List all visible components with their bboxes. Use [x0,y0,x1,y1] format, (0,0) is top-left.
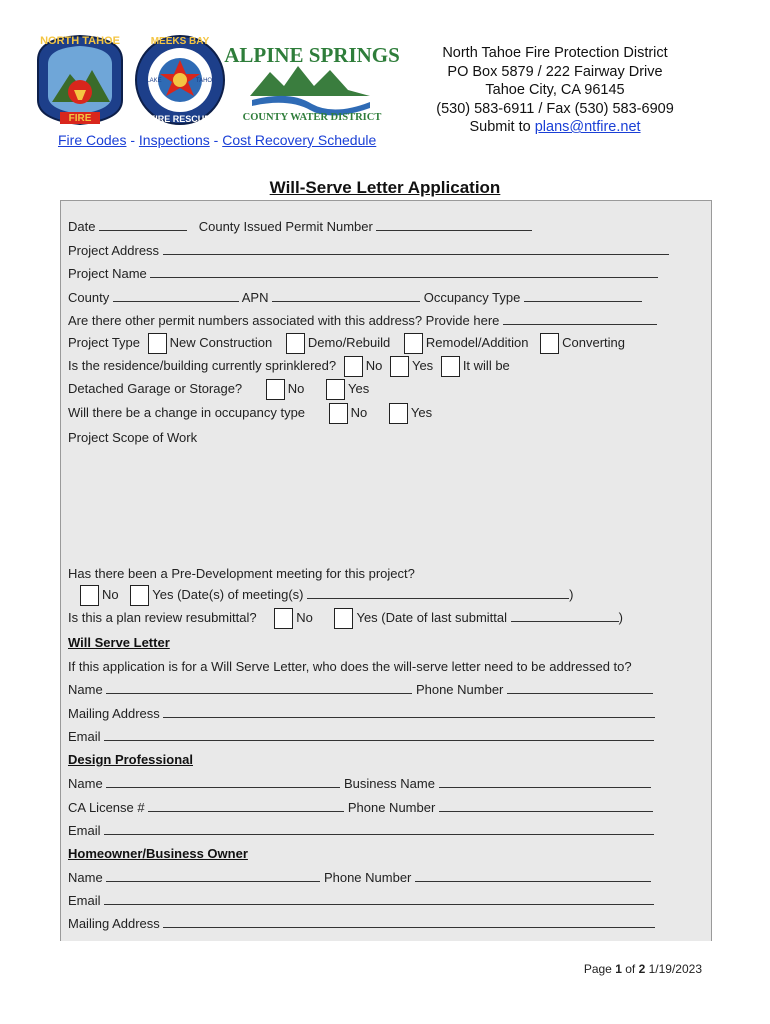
dp-name-row [68,776,651,791]
inspections-link[interactable]: Inspections [138,132,210,148]
ws-email-row [68,729,654,744]
owner-email-row [68,893,654,908]
sprinklered-no-checkbox[interactable] [344,356,363,377]
dp-license-row [68,800,653,815]
predev-dates-field[interactable] [307,587,569,599]
scope-row [68,430,197,445]
occupancy-type-label: Occupancy Type [423,290,521,305]
will-serve-question-row [68,659,632,674]
ws-name-row [68,682,653,697]
project-type-row [68,333,625,354]
org-name: North Tahoe Fire Protection District [442,45,668,61]
predev-yes-checkbox[interactable] [130,585,149,606]
logos-svg [30,30,400,130]
page-word: Page [583,962,612,976]
scope-label: Project Scope of Work [68,430,198,445]
occupancy-change-yes-checkbox[interactable] [389,403,408,424]
page-number: 1 [615,962,622,976]
alpine-springs-logo [224,43,400,123]
svg-text:FIRE: FIRE [68,113,92,124]
project-name-row [68,266,658,281]
resubmittal-label: Is this a plan review resubmittal? [68,609,257,625]
owner-header: Homeowner/Business Owner [68,846,248,861]
phone-line: (530) 583-6911 / Fax (530) 583-6909 [436,100,674,117]
svg-text:TAHOE: TAHOE [195,78,217,84]
project-name-field[interactable] [150,266,658,278]
page-total: 2 [638,962,646,976]
nav-separator: - [213,132,219,148]
owner-name-label: Name [68,870,103,885]
owner-mailing-label: Mailing Address [68,916,160,931]
project-address-label: Project Address [68,243,160,258]
occupancy-change-no-label: No [350,404,368,420]
owner-email-field[interactable] [104,893,654,905]
design-header-row [68,752,193,767]
date-field[interactable] [99,219,187,231]
other-permits-label: Are there other permit numbers associated with this address? Provide here [68,313,500,328]
occupancy-change-row [68,403,432,424]
project-name-label: Project Name [68,266,147,281]
ws-name-field[interactable] [106,682,412,694]
other-permits-row [68,313,657,328]
date-row [68,219,532,234]
svg-text:MEEKS BAY: MEEKS BAY [150,36,210,47]
nav-separator: - [130,132,136,148]
county-label: County [68,290,110,305]
ws-phone-label: Phone Number [415,682,504,697]
dp-license-field[interactable] [148,800,344,812]
garage-no-checkbox[interactable] [266,379,285,400]
svg-text:LAKE: LAKE [146,78,162,84]
design-header: Design Professional [68,752,193,767]
page-footer [584,962,702,976]
footer-date: 1/19/2023 [648,962,702,976]
predev-label: Has there been a Pre-Development meeting for this project? [68,566,415,581]
will-serve-header-row [68,635,170,650]
sprinklered-yes-checkbox[interactable] [390,356,409,377]
occupancy-change-no-checkbox[interactable] [329,403,348,424]
ws-mailing-label: Mailing Address [68,706,160,721]
will-serve-header: Will Serve Letter [68,635,170,650]
garage-label: Detached Garage or Storage? [68,380,243,396]
dp-phone-field[interactable] [439,800,653,812]
email-link[interactable]: plans@ntfire.net [534,119,641,135]
svg-text:ALPINE SPRINGS: ALPINE SPRINGS [224,43,400,67]
owner-phone-field[interactable] [415,870,651,882]
header-nav [58,132,376,148]
ws-name-label: Name [68,682,103,697]
project-type-label: Project Type [68,334,141,350]
header-logos [30,30,400,130]
dp-license-label: CA License # [68,800,145,815]
submit-line [400,118,710,137]
city-line: Tahoe City, CA 96145 [485,82,625,98]
meeks-bay-fire-rescue-logo [136,36,224,124]
converting-label: Converting [562,334,626,350]
county-field[interactable] [113,290,239,302]
svg-text:FIRE RESCUE: FIRE RESCUE [149,114,211,124]
fire-codes-link[interactable]: Fire Codes [58,132,127,148]
dp-phone-label: Phone Number [347,800,436,815]
predev-yes-label: Yes (Date(s) of meeting(s) [152,586,304,602]
county-row [68,290,642,305]
apn-label: APN [241,290,269,305]
ws-email-field[interactable] [104,729,654,741]
resubmittal-close: ) [618,609,623,625]
last-submittal-date-field[interactable] [511,610,619,622]
new-construction-label: New Construction [169,334,273,350]
owner-header-row [68,846,248,861]
county-permit-field[interactable] [376,219,532,231]
date-label: Date [68,219,96,234]
dp-business-label: Business Name [343,776,435,791]
district-address [400,44,710,137]
county-permit-label: County Issued Permit Number [198,219,373,234]
project-address-field[interactable] [163,243,669,255]
dp-email-field[interactable] [104,823,654,835]
other-permits-field[interactable] [503,313,657,325]
will-serve-question: If this application is for a Will Serve Letter, who does the will-serve letter need to be addressed to? [68,659,632,674]
scope-of-work-textarea[interactable] [62,448,708,558]
resubmittal-yes-checkbox[interactable] [334,608,353,629]
dp-name-label: Name [68,776,103,791]
dp-email-row [68,823,654,838]
dp-name-field[interactable] [106,776,340,788]
of-word: of [625,962,636,976]
ws-mailing-field[interactable] [163,706,655,718]
resubmittal-no-label: No [296,609,313,625]
demo-rebuild-label: Demo/Rebuild [307,334,391,350]
resubmittal-no-checkbox[interactable] [274,608,293,629]
garage-no-label: No [287,380,305,396]
page-title: Will-Serve Letter Application [269,178,501,197]
predev-no-label: No [102,586,119,602]
apn-field[interactable] [272,290,420,302]
owner-name-field[interactable] [106,870,320,882]
sprinklered-label: Is the residence/building currently sprinklered? [68,357,337,373]
predev-row [68,566,415,581]
svg-text:COUNTY WATER DISTRICT: COUNTY WATER DISTRICT [242,112,382,123]
ws-email-label: Email [68,729,101,744]
predev-close: ) [569,586,574,602]
converting-checkbox[interactable] [540,333,559,354]
ws-mailing-row [68,706,655,721]
new-construction-checkbox[interactable] [148,333,167,354]
sprinklered-will-be-checkbox[interactable] [441,356,460,377]
occupancy-change-label: Will there be a change in occupancy type [68,404,306,420]
predev-no-checkbox[interactable] [80,585,99,606]
occupancy-change-yes-label: Yes [410,404,433,420]
sprinklered-row [68,356,510,377]
garage-yes-checkbox[interactable] [326,379,345,400]
garage-yes-label: Yes [348,380,370,396]
owner-mailing-field[interactable] [163,916,655,928]
demo-rebuild-checkbox[interactable] [286,333,305,354]
resubmittal-yes-label: Yes (Date of last submittal [356,609,508,625]
ws-phone-field[interactable] [507,682,653,694]
svg-text:NORTH TAHOE: NORTH TAHOE [40,35,120,47]
submit-prefix: Submit to [469,119,535,135]
dp-email-label: Email [68,823,101,838]
remodel-addition-label: Remodel/Addition [425,334,529,350]
predev-options-row [68,585,573,606]
resubmittal-row [68,608,623,629]
garage-row [68,379,369,400]
owner-mailing-row [68,916,655,931]
north-tahoe-fire-logo [38,35,122,124]
dp-business-field[interactable] [439,776,651,788]
cost-recovery-schedule-link[interactable]: Cost Recovery Schedule [222,132,377,148]
sprinklered-no-label: No [365,357,383,373]
occupancy-type-field[interactable] [524,290,642,302]
owner-email-label: Email [68,893,101,908]
owner-name-row [68,870,651,885]
remodel-addition-checkbox[interactable] [404,333,423,354]
po-box: PO Box 5879 / 222 Fairway Drive [447,63,663,80]
owner-phone-label: Phone Number [323,870,412,885]
sprinklered-yes-label: Yes [411,357,434,373]
sprinklered-will-be-label: It will be [462,357,510,373]
project-address-row [68,243,669,258]
